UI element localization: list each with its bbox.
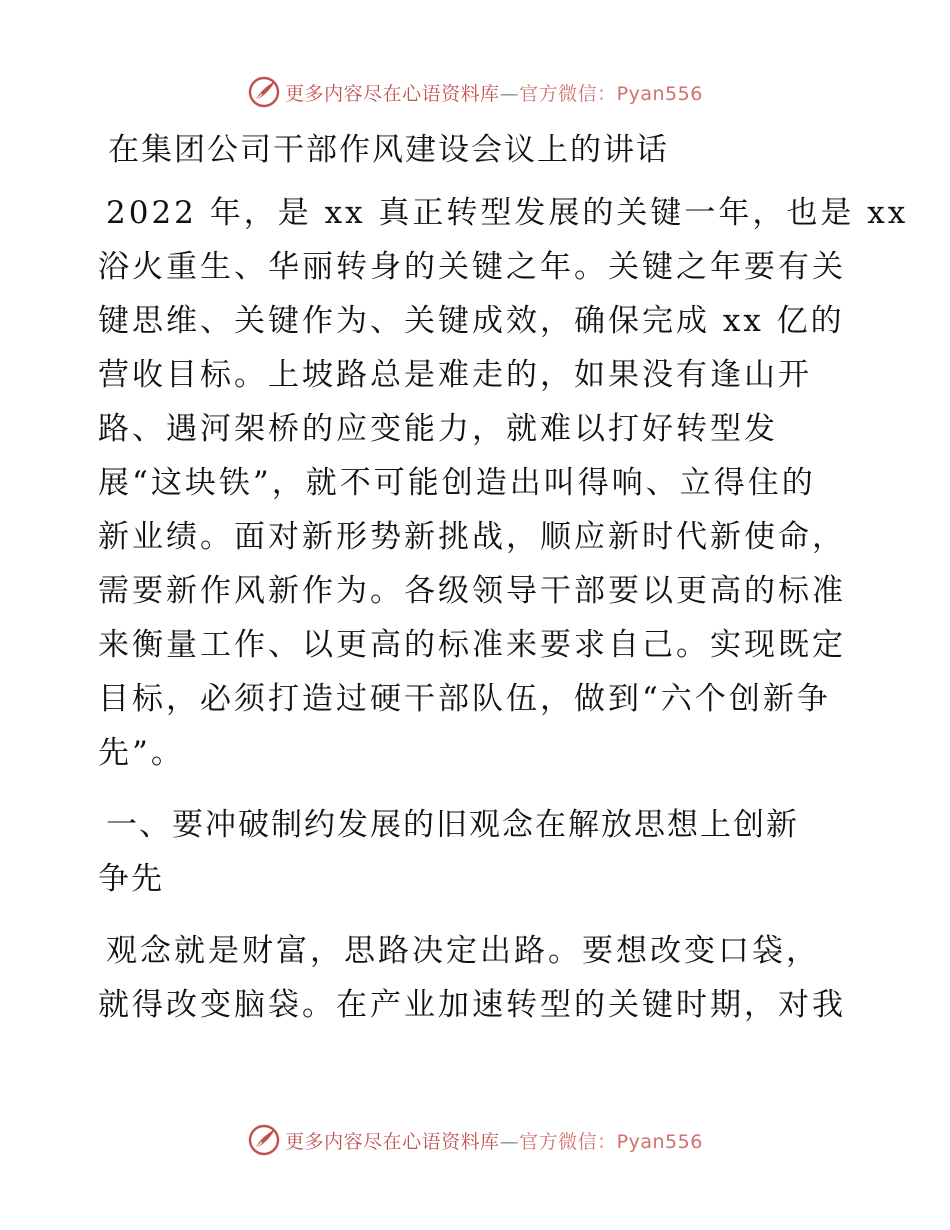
quill-circle-icon [247,1123,281,1157]
paragraph-2 [98,924,868,1032]
paragraph-line: 展“这块铁”，就不可能创造出叫得响、立得住的 [98,465,816,501]
paragraph-line: 需要新作风新作为。各级领导干部要以更高的标准 [98,573,846,609]
watermark-text: 更多内容尽在心语资料库—官方微信：Pyan556 [285,1130,703,1153]
paragraph-line: 来衡量工作、以更高的标准来要求自己。实现既定 [98,627,846,663]
paragraph-line: 浴火重生、华丽转身的关键之年。关键之年要有关 [98,249,846,285]
section-heading-1 [98,798,868,906]
heading-line: 争先 [98,861,164,897]
paragraph-line: 就得改变脑袋。在产业加速转型的关键时期，对我 [98,987,846,1023]
document-title: 在集团公司干部作风建设会议上的讲话 [108,132,669,168]
document-body [98,120,909,1032]
watermark-banner-bottom [0,1120,950,1160]
paragraph-line: 路、遇河架桥的应变能力，就难以打好转型发 [98,411,778,447]
heading-line: 一、要冲破制约发展的旧观念在解放思想上创新 [106,807,799,843]
paragraph-1 [98,186,909,780]
watermark-text: 更多内容尽在心语资料库—官方微信：Pyan556 [285,82,703,105]
paragraph-line: 2022 年，是 xx 真正转型发展的关键一年，也是 xx [106,195,909,231]
paragraph-line: 新业绩。面对新形势新挑战，顺应新时代新使命， [98,519,846,555]
paragraph-line: 观念就是财富，思路决定出路。要想改变口袋， [106,933,820,969]
quill-circle-icon [247,75,281,109]
paragraph-line: 先”。 [98,735,185,771]
paragraph-line: 目标，必须打造过硬干部队伍，做到“六个创新争 [98,681,831,717]
watermark-banner-top [0,72,950,112]
paragraph-line: 键思维、关键作为、关键成效，确保完成 xx 亿的 [98,303,845,339]
paragraph-line: 营收目标。上坡路总是难走的，如果没有逢山开 [98,357,812,393]
